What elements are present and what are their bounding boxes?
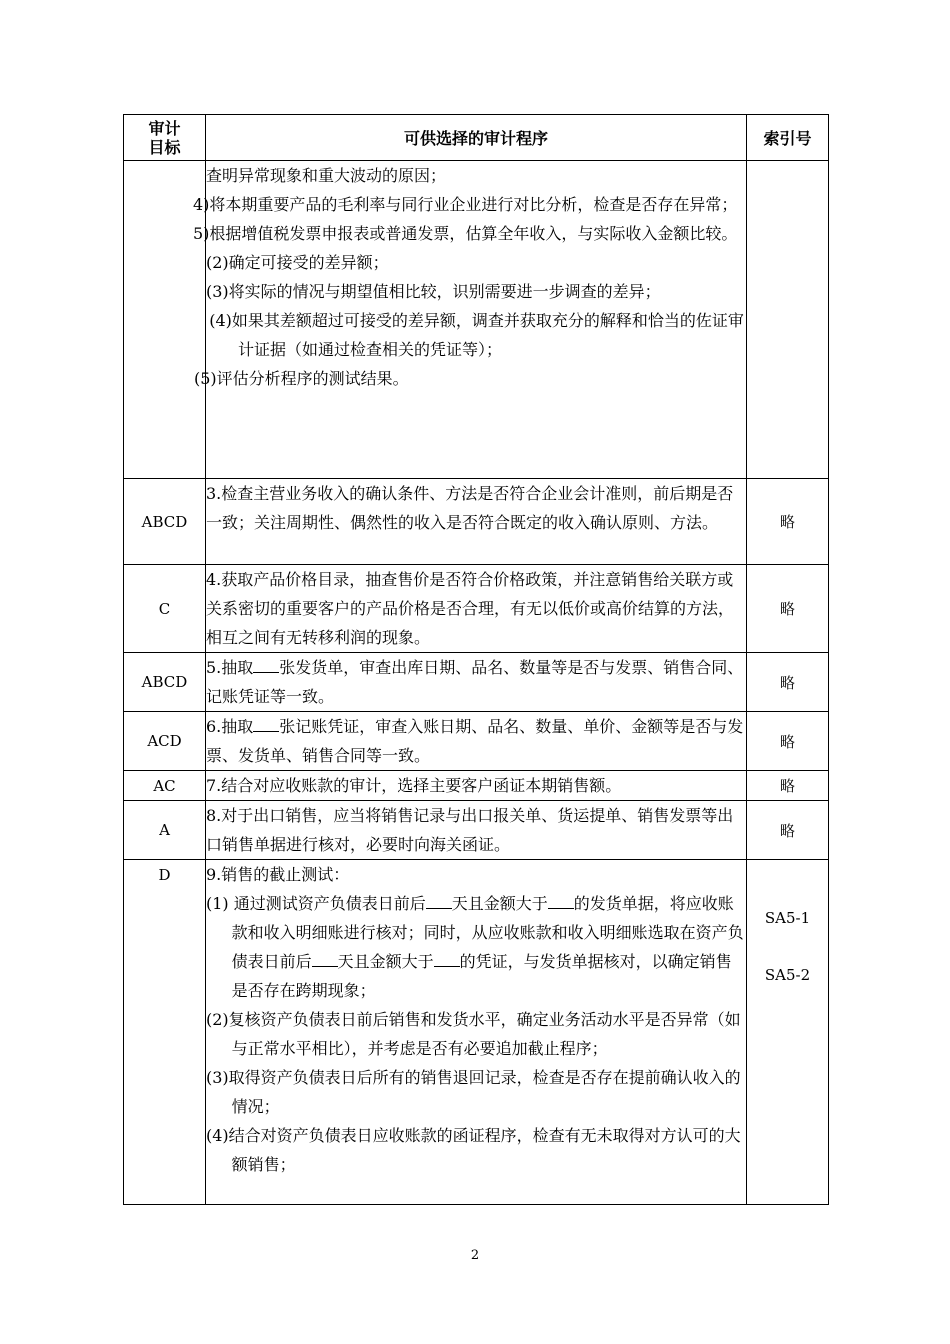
index-ref: SA5-2 [764, 966, 811, 984]
index-ref: SA5-1 [764, 909, 811, 927]
proc-item: (2)复核资产负债表日前后销售和发货水平，确定业务活动水平是否异常（如与正常水平相比），并考虑是否有必要追加截止程序； [206, 1010, 741, 1058]
proc-line: (4)如果其差额超过可接受的差异额，调查并获取充分的解释和恰当的佐证审计证据（如通过检查相关的凭证等）； [209, 311, 744, 359]
fill-blank [253, 658, 279, 673]
fill-blank [434, 952, 460, 967]
row-index: 略 [747, 771, 829, 801]
table-row [124, 653, 829, 712]
row-procedure: 3.检查主营业务收入的确认条件、方法是否符合企业会计准则，前后期是否一致；关注周期性、偶然性的收入是否符合既定的收入确认原则、方法。 [206, 479, 747, 565]
row-index [747, 860, 829, 1205]
audit-procedure-table [123, 114, 829, 1205]
row-procedure: 4.获取产品价格目录，抽查售价是否符合价格政策，并注意销售给关联方或关系密切的重要客户的产品价格是否合理，有无以低价或高价结算的方法，相互之间有无转移利润的现象。 [206, 565, 747, 653]
proc-text: 天且金额大于 [451, 894, 548, 913]
proc-line: 5)根据增值税发票申报表或普通发票，估算全年收入，与实际收入金额比较。 [193, 224, 738, 243]
page-number: 2 [470, 1248, 480, 1263]
proc-line: 查明异常现象和重大波动的原因； [206, 166, 447, 185]
proc-text: 5.抽取 [206, 658, 254, 677]
row-index: 略 [747, 565, 829, 653]
proc-item: (3)取得资产负债表日后所有的销售退回记录，检查是否存在提前确认收入的情况； [206, 1068, 741, 1116]
fill-blank [253, 717, 279, 732]
proc-item [206, 889, 746, 1005]
proc-text: 天且金额大于 [337, 952, 434, 971]
table-row [124, 712, 829, 771]
row-index: 略 [747, 479, 829, 565]
proc-text: 张发货单，审查出库日期、品名、数量等是否与发票、销售合同、记账凭证等一致。 [206, 658, 744, 706]
table-row [124, 860, 829, 1205]
proc-line: (5)评估分析程序的测试结果。 [194, 369, 409, 388]
row-index: 略 [747, 712, 829, 771]
proc-text: 的发货单据，将应收账款和收入明细账进行核对；同时，从应收账款和收入明细账选取在资产负债表日前后 [231, 894, 744, 971]
header-goal-line1: 审计 [148, 118, 181, 138]
row-goal: AC [124, 771, 206, 801]
row-procedure [206, 653, 747, 712]
table-row [124, 565, 829, 653]
row-index: 略 [747, 801, 829, 860]
table-row [124, 161, 829, 479]
proc-text: 的凭证，与发货单据核对，以确定销售是否存在跨期现象； [231, 952, 732, 1000]
header-goal [124, 115, 206, 161]
table-row [124, 771, 829, 801]
row-index: 略 [747, 653, 829, 712]
proc-text: 6.抽取 [206, 717, 254, 736]
table-row [124, 479, 829, 565]
row-goal: D [124, 860, 206, 1205]
table-row [124, 801, 829, 860]
proc-line: 9.销售的截止测试： [206, 865, 350, 884]
row-goal: ABCD [124, 479, 206, 565]
proc-text: (1) 通过测试资产负债表日前后 [206, 894, 426, 913]
proc-line: (3)将实际的情况与期望值相比较，识别需要进一步调查的差异； [206, 282, 661, 301]
header-goal-line2: 目标 [148, 137, 181, 157]
proc-text: 张记账凭证，审查入账日期、品名、数量、单价、金额等是否与发票、发货单、销售合同等一致。 [206, 717, 744, 765]
row-procedure: 8.对于出口销售，应当将销售记录与出口报关单、货运提单、销售发票等出口销售单据进行核对，必要时向海关函证。 [206, 801, 747, 860]
row-goal: A [124, 801, 206, 860]
row-procedure [206, 712, 747, 771]
header-index: 索引号 [747, 115, 829, 161]
row-procedure [206, 860, 747, 1205]
row-procedure [193, 161, 747, 479]
proc-item: (4)结合对资产负债表日应收账款的函证程序，检查有无未取得对方认可的大额销售； [206, 1126, 741, 1174]
row-index [747, 161, 829, 479]
table-header-row [124, 115, 829, 161]
fill-blank [312, 952, 338, 967]
proc-line: 4)将本期重要产品的毛利率与同行业企业进行对比分析，检查是否存在异常； [193, 195, 738, 214]
fill-blank [426, 894, 452, 909]
header-procedure: 可供选择的审计程序 [206, 115, 747, 161]
row-goal: C [124, 565, 206, 653]
proc-line: (2)确定可接受的差异额； [206, 253, 389, 272]
row-procedure: 7.结合对应收账款的审计，选择主要客户函证本期销售额。 [206, 771, 747, 801]
row-goal: ACD [124, 712, 206, 771]
fill-blank [548, 894, 574, 909]
row-goal: ABCD [124, 653, 206, 712]
